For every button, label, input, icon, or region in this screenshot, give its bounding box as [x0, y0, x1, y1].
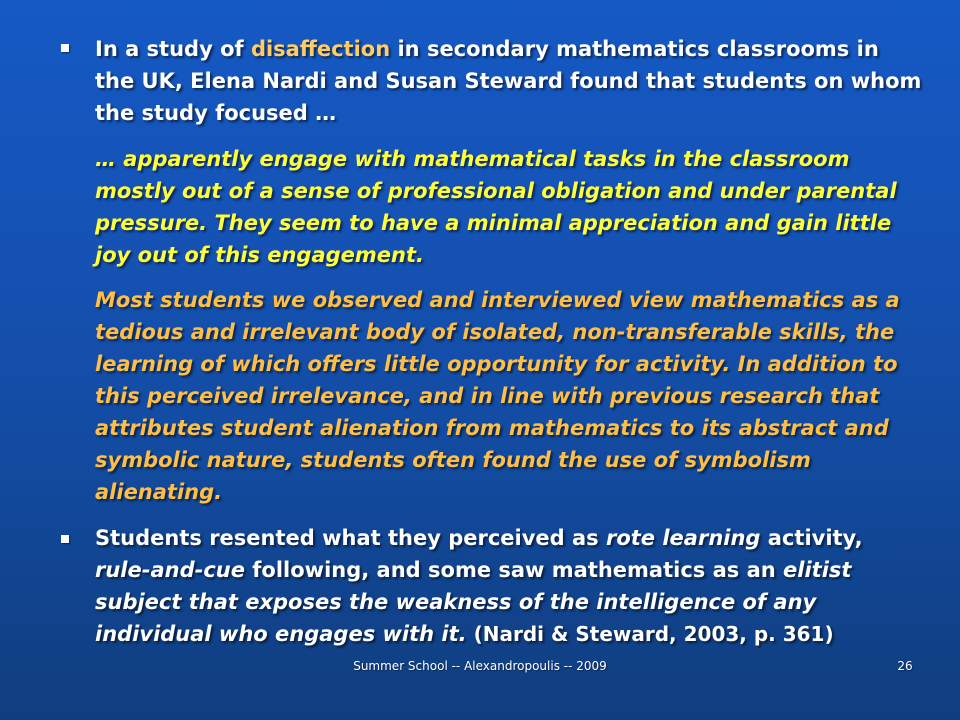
bullet-1-text-start: In a study of: [95, 37, 251, 61]
highlight-disaffection: disaffection: [250, 37, 391, 61]
bullet-marker-icon: [61, 535, 69, 543]
bullet-2-text: [95, 522, 925, 650]
bullet-2-part-3: following, and some saw mathematics as an: [244, 558, 784, 582]
slide-number: 26: [897, 659, 913, 673]
quote-paragraph-2: Most students we observed and interviewed view mathematics as a tedious and irrelevant body of isolated, non-transferable skills, the learning of which offers little opportunity for activity. In addition to this perceived irrelevance, and in line with previous research that attributes student alienation from mathematics to its abstract and symbolic nature, students often found the use of symbolism alienating.: [95, 288, 900, 504]
quote-paragraph-1: … apparently engage with mathematical tasks in the classroom mostly out of a sense of professional obligation and under parental pressure. They seem to have a minimal appreciation and gain little joy out of this engagement.: [95, 147, 897, 267]
bullet-1-text: [95, 33, 925, 129]
term-rote-learning: rote learning: [605, 526, 761, 550]
citation: (Nardi & Steward, 2003, p. 361): [466, 622, 834, 646]
footer-text: Summer School -- Alexandropoulis -- 2009: [353, 659, 607, 673]
bullet-2-part-2: activity,: [760, 526, 863, 550]
term-elitist-subject: elitist subject that exposes the weakness of the intelligence of any individual who engages with it.: [95, 558, 852, 646]
term-rule-and-cue: rule-and-cue: [95, 558, 245, 582]
bullet-2-part-1: Students resented what they perceived as: [95, 526, 606, 550]
bullet-marker-icon: [61, 44, 69, 52]
bullet-1-text-end: in secondary mathematics classrooms in the UK, Elena Nardi and Susan Steward found that students on whom the study focused …: [95, 37, 922, 125]
